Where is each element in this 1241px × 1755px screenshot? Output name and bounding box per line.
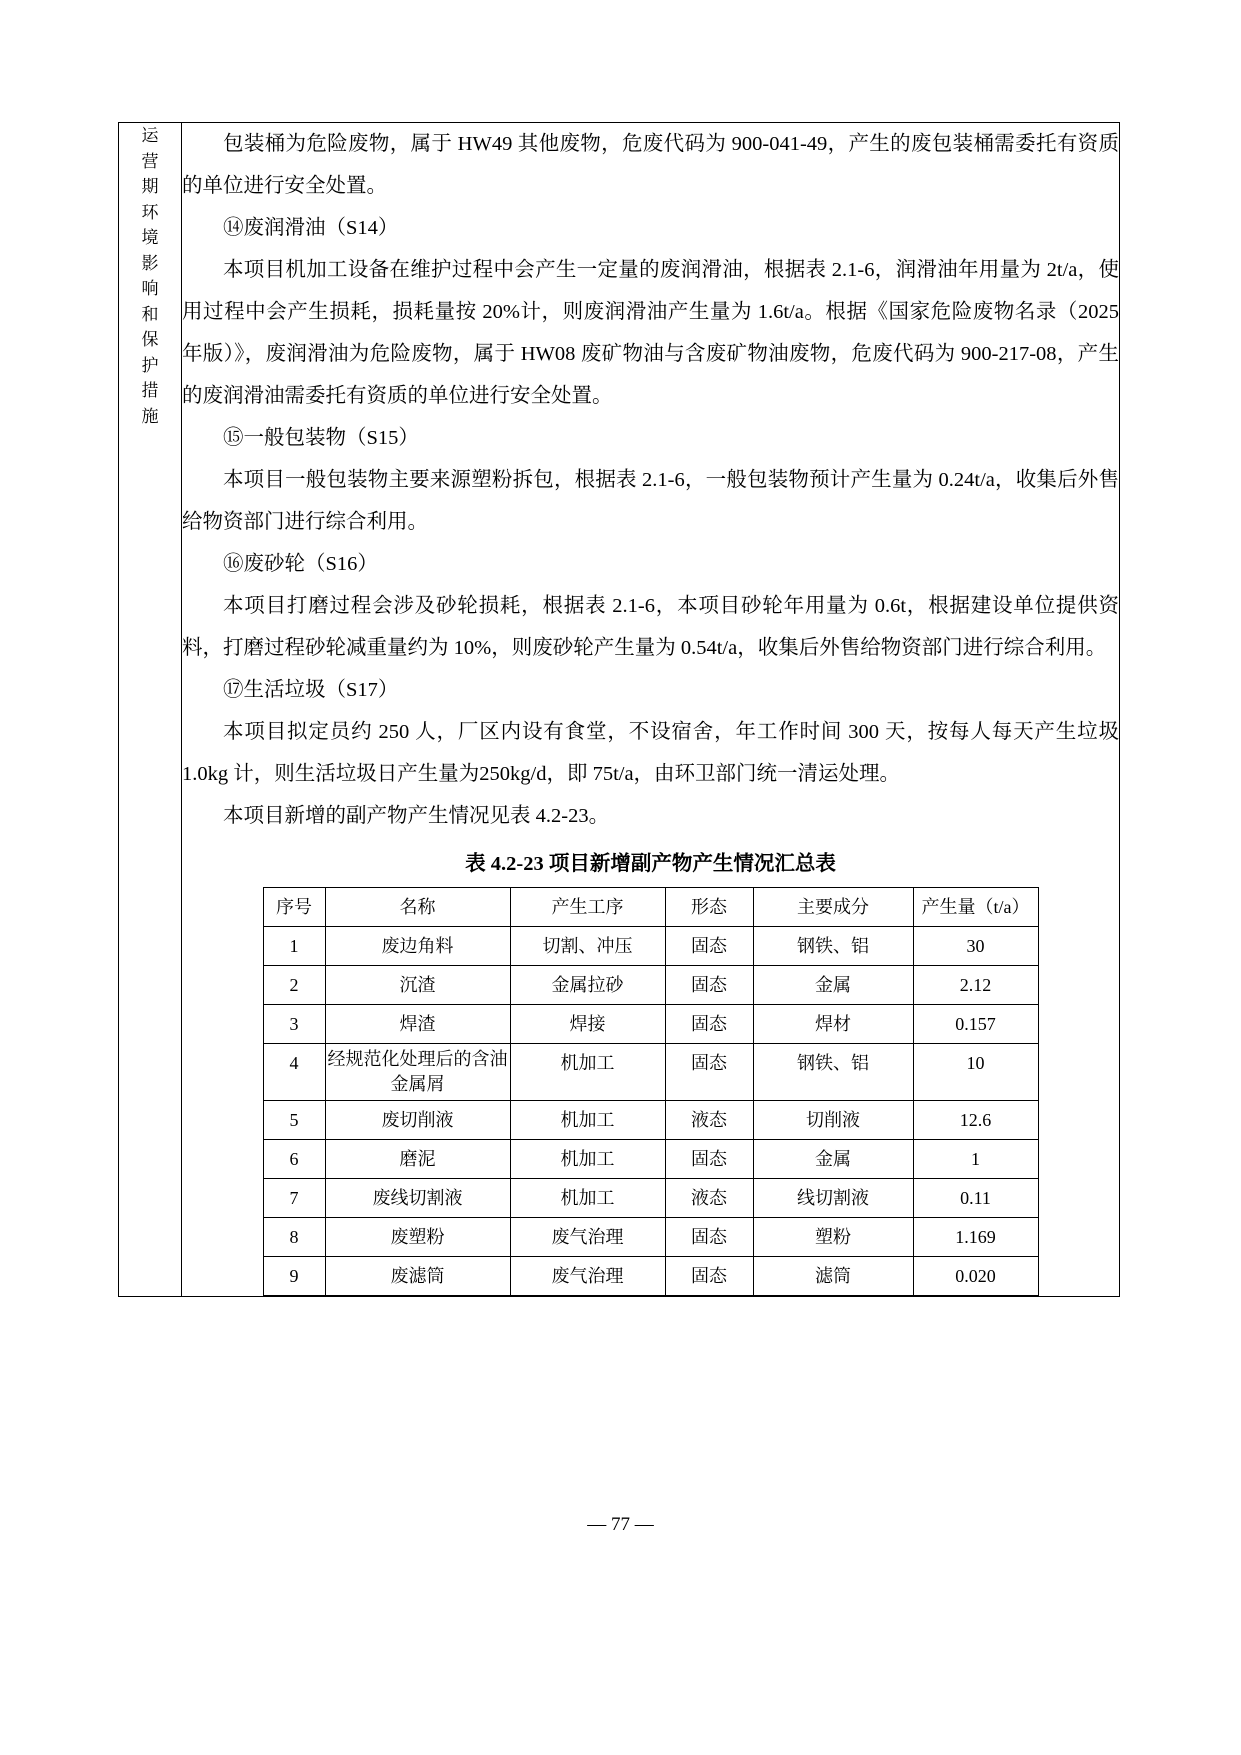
cell-quantity: 0.020 [913, 1257, 1038, 1296]
table-row [263, 927, 1038, 966]
cell-index: 6 [263, 1140, 325, 1179]
cell-composition: 金属 [753, 1140, 913, 1179]
col-header-quantity: 产生量（t/a） [913, 888, 1038, 927]
cell-process: 机加工 [510, 1179, 665, 1218]
table-row [263, 1044, 1038, 1101]
section-label: 运 营 期 环 境 影 响 和 保 护 措 施 [141, 126, 159, 426]
cell-index: 5 [263, 1101, 325, 1140]
paragraph-s14: 本项目机加工设备在维护过程中会产生一定量的废润滑油，根据表 2.1-6，润滑油年用量为 2t/a，使用过程中会产生损耗，损耗量按 20%计，则废润滑油产生量为 1.6t/a。根据《国家危险废物名录（2025 年版）》，废润滑油为危险废物，属于 HW08 废矿物油与含废矿物油废物，危废代码为 900-217-08，产生的废润滑油需委托有资质的单位进行安全处置。 [182, 259, 1119, 407]
cell-name: 废滤筒 [325, 1257, 510, 1296]
cell-state: 液态 [665, 1179, 753, 1218]
cell-composition: 焊材 [753, 1005, 913, 1044]
table-header-row [263, 888, 1038, 927]
page-number: — 77 — [587, 1514, 654, 1535]
paragraph-s17: 本项目拟定员约 250 人，厂区内设有食堂，不设宿舍，年工作时间 300 天，按每人每天产生垃圾 1.0kg 计，则生活垃圾日产生量为250kg/d，即 75t/a，由环卫部门统一清运处理。 [182, 721, 1119, 785]
page-layout-table [118, 122, 1120, 1297]
table-row [263, 1218, 1038, 1257]
cell-state: 固态 [665, 966, 753, 1005]
section-label-cell [119, 123, 182, 1297]
col-header-composition: 主要成分 [753, 888, 913, 927]
cell-index: 9 [263, 1257, 325, 1296]
cell-index: 1 [263, 927, 325, 966]
cell-composition: 滤筒 [753, 1257, 913, 1296]
col-header-name: 名称 [325, 888, 510, 927]
cell-process: 焊接 [510, 1005, 665, 1044]
table-row [263, 966, 1038, 1005]
cell-quantity: 10 [913, 1044, 1038, 1101]
paragraph-1: 包装桶为危险废物，属于 HW49 其他废物，危废代码为 900-041-49，产生的废包装桶需委托有资质的单位进行安全处置。 [182, 133, 1119, 197]
cell-state: 固态 [665, 1218, 753, 1257]
cell-name: 废塑粉 [325, 1218, 510, 1257]
cell-index: 7 [263, 1179, 325, 1218]
cell-composition: 钢铁、铝 [753, 1044, 913, 1101]
cell-name: 焊渣 [325, 1005, 510, 1044]
cell-process: 废气治理 [510, 1218, 665, 1257]
cell-state: 固态 [665, 927, 753, 966]
cell-quantity: 12.6 [913, 1101, 1038, 1140]
cell-quantity: 30 [913, 927, 1038, 966]
table-row [263, 1005, 1038, 1044]
byproduct-table [263, 887, 1039, 1296]
cell-process: 金属拉砂 [510, 966, 665, 1005]
heading-s15: ⑮一般包装物（S15） [223, 427, 419, 449]
cell-name: 废切削液 [325, 1101, 510, 1140]
heading-s16: ⑯废砂轮（S16） [223, 553, 378, 575]
cell-name: 废边角料 [325, 927, 510, 966]
cell-state: 固态 [665, 1257, 753, 1296]
cell-process: 机加工 [510, 1044, 665, 1101]
content-cell [182, 123, 1120, 1297]
paragraph-s15: 本项目一般包装物主要来源塑粉拆包，根据表 2.1-6，一般包装物预计产生量为 0.24t/a，收集后外售给物资部门进行综合利用。 [182, 469, 1119, 533]
table-row [263, 1101, 1038, 1140]
cell-index: 2 [263, 966, 325, 1005]
cell-name: 磨泥 [325, 1140, 510, 1179]
cell-index: 4 [263, 1044, 325, 1101]
cell-process: 切割、冲压 [510, 927, 665, 966]
cell-name: 废线切割液 [325, 1179, 510, 1218]
cell-composition: 金属 [753, 966, 913, 1005]
cell-composition: 塑粉 [753, 1218, 913, 1257]
cell-state: 固态 [665, 1044, 753, 1101]
paragraph-s16: 本项目打磨过程会涉及砂轮损耗，根据表 2.1-6，本项目砂轮年用量为 0.6t，根据建设单位提供资料，打磨过程砂轮减重量约为 10%，则废砂轮产生量为 0.54t/a，收集后外售给物资部门进行综合利用。 [182, 595, 1119, 659]
cell-process: 机加工 [510, 1140, 665, 1179]
col-header-process: 产生工序 [510, 888, 665, 927]
cell-state: 固态 [665, 1005, 753, 1044]
cell-composition: 切削液 [753, 1101, 913, 1140]
cell-quantity: 1.169 [913, 1218, 1038, 1257]
cell-state: 固态 [665, 1140, 753, 1179]
cell-state: 液态 [665, 1101, 753, 1140]
heading-s14: ⑭废润滑油（S14） [223, 217, 399, 239]
table-title: 表 4.2-23 项目新增副产物产生情况汇总表 [465, 853, 836, 875]
heading-s17: ⑰生活垃圾（S17） [223, 679, 399, 701]
col-header-index: 序号 [263, 888, 325, 927]
cell-composition: 钢铁、铝 [753, 927, 913, 966]
col-header-state: 形态 [665, 888, 753, 927]
cell-quantity: 0.11 [913, 1179, 1038, 1218]
table-row [263, 1179, 1038, 1218]
cell-quantity: 0.157 [913, 1005, 1038, 1044]
cell-name: 沉渣 [325, 966, 510, 1005]
cell-index: 8 [263, 1218, 325, 1257]
cell-index: 3 [263, 1005, 325, 1044]
cell-process: 废气治理 [510, 1257, 665, 1296]
cell-name: 经规范化处理后的含油金属屑 [325, 1044, 510, 1101]
cell-quantity: 1 [913, 1140, 1038, 1179]
table-row [263, 1140, 1038, 1179]
cell-process: 机加工 [510, 1101, 665, 1140]
cell-composition: 线切割液 [753, 1179, 913, 1218]
table-row [263, 1257, 1038, 1296]
paragraph-table-ref: 本项目新增的副产物产生情况见表 4.2-23。 [223, 805, 610, 827]
cell-quantity: 2.12 [913, 966, 1038, 1005]
